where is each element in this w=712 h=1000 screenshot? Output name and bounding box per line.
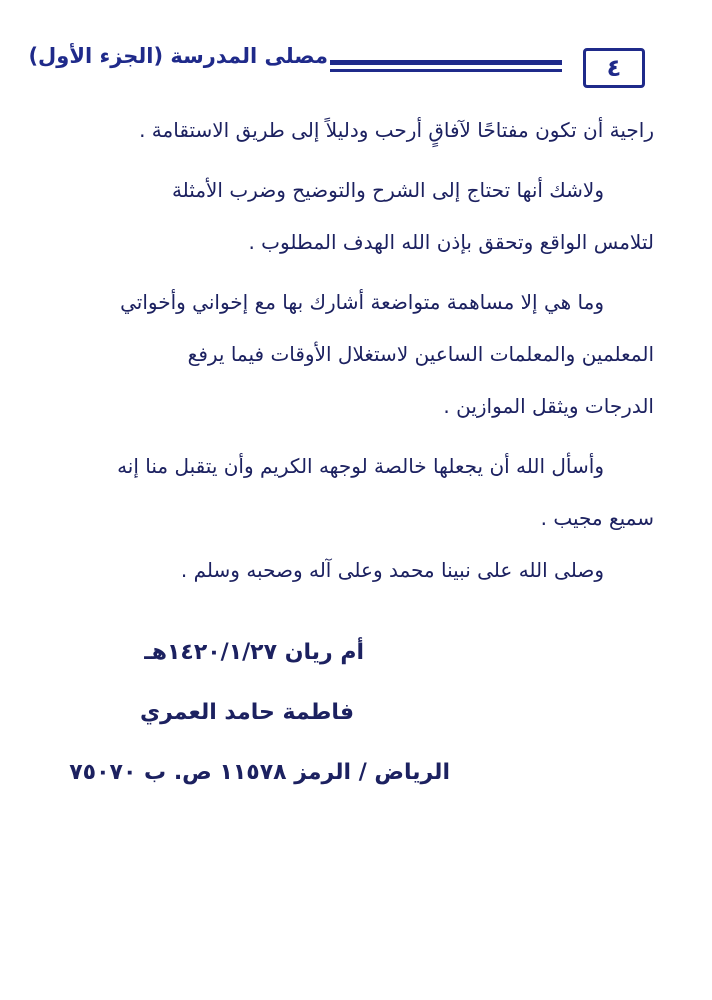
text-line: وأسأل الله أن يجعلها خالصة لوجهه الكريم وأن يتقبل منا إنه: [117, 454, 604, 478]
book-title: مصلى المدرسة (الجزء الأول): [28, 44, 328, 68]
body-text: [62, 104, 654, 596]
text-line: سميع مجيب .: [540, 506, 654, 530]
header-rule: [330, 60, 562, 74]
text-line: المعلمين والمعلمات الساعين لاستغلال الأوقات فيما يرفع: [187, 342, 654, 366]
header-rule-thin: [330, 69, 562, 72]
text-line: ولاشك أنها تحتاج إلى الشرح والتوضيح وضرب الأمثلة: [171, 178, 604, 202]
signature-date: أم ريان ١٤٢٠/١/٢٧هـ: [144, 640, 364, 665]
signature-address: الرياض / الرمز ١١٥٧٨ ص. ب ٧٥٠٧٠: [69, 760, 450, 785]
text-line: وصلى الله على نبينا محمد وعلى آله وصحبه وسلم .: [180, 558, 604, 582]
header-rule-thick: [330, 60, 562, 65]
signature-name: فاطمة حامد العمري: [139, 700, 354, 725]
text-line: راجية أن تكون مفتاحًا لآفاقٍ أرحب ودليلاً إلى طريق الاستقامة .: [139, 118, 654, 142]
text-line: وما هي إلا مساهمة متواضعة أشارك بها مع إخواني وأخواتي: [120, 290, 604, 314]
text-line: الدرجات ويثقل الموازين .: [443, 394, 654, 418]
page-number: ٤: [583, 48, 645, 88]
text-line: لتلامس الواقع وتحقق بإذن الله الهدف المطلوب .: [248, 230, 654, 254]
